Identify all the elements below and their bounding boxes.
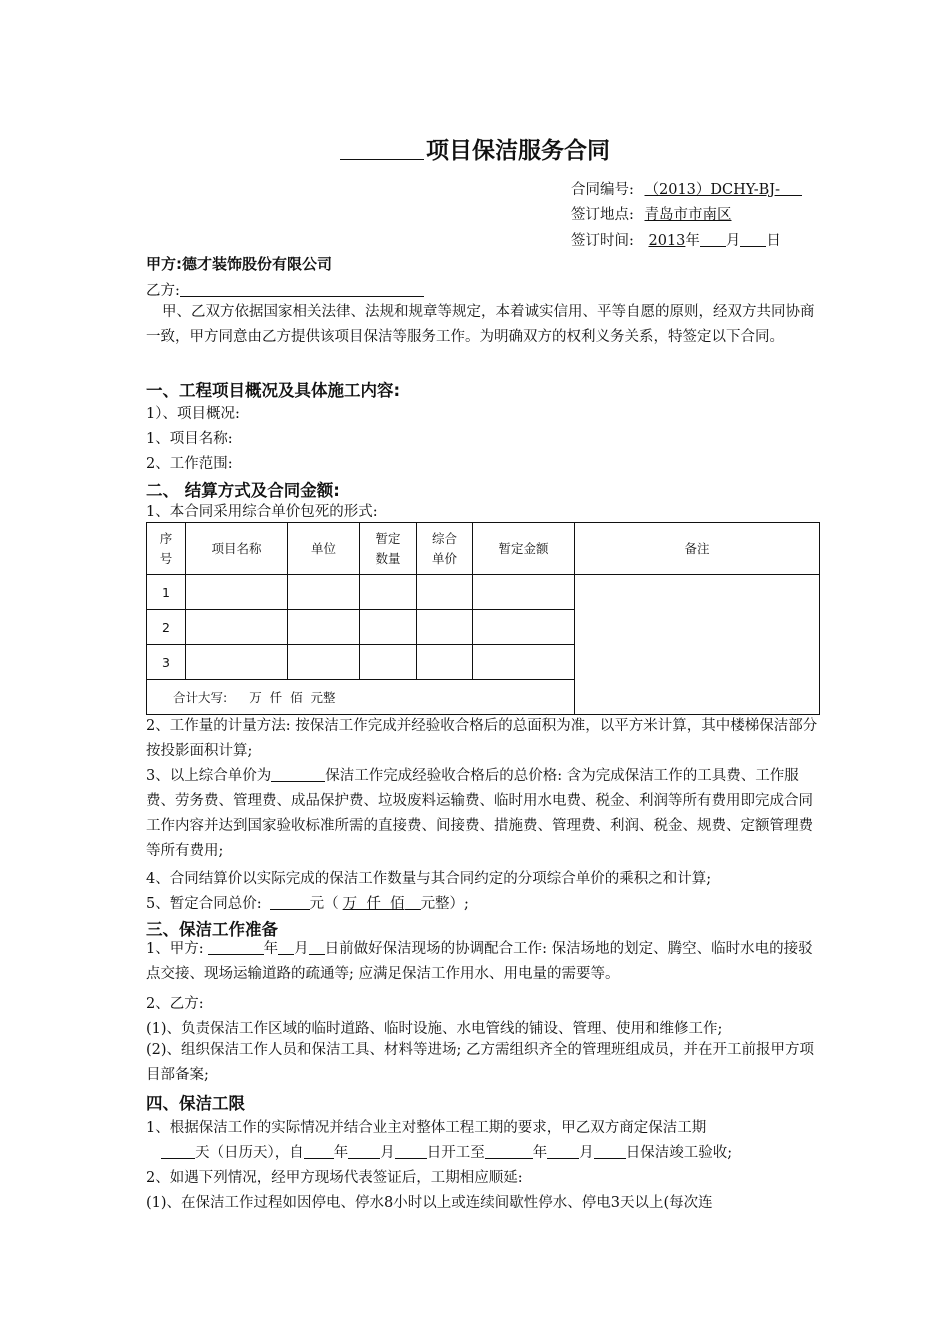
header-quantity	[360, 523, 417, 575]
section2-para4: 4、合同结算价以实际完成的保洁工作数量与其合同约定的分项综合单价的乘积之和计算;	[146, 871, 712, 887]
para5-suffix: 元整）;	[420, 896, 469, 912]
party-a: 甲方:德才装饰股份有限公司	[146, 255, 332, 273]
sign-time	[571, 229, 781, 250]
para5-prefix: 5、暂定合同总价:	[146, 896, 262, 912]
sign-place-label: 签订地点:	[571, 207, 634, 223]
remarks-cell	[575, 575, 820, 715]
document-title	[0, 132, 950, 165]
section4-para3: (1)、在保洁工作过程如因停电、停水8小时以上或连续间歇性停水、停电3天以上(每次连	[146, 1195, 713, 1211]
section4-para1: 1、根据保洁工作的实际情况并结合业主对整体工程工期的要求，甲乙双方商定保洁工期	[146, 1120, 707, 1136]
pricing-table-header	[147, 523, 820, 575]
row-number: 1	[147, 575, 186, 610]
table-cell	[288, 610, 360, 645]
header-unit: 单位	[288, 523, 360, 575]
header-index	[147, 523, 186, 575]
table-cell	[360, 610, 417, 645]
table-cell	[360, 645, 417, 680]
table-cell	[417, 610, 473, 645]
section3-heading: 三、保洁工作准备	[146, 920, 278, 939]
sign-place-value: 青岛市市南区	[644, 207, 732, 223]
section2-heading: 二、 结算方式及合同金额:	[146, 481, 340, 500]
s3p1-month-blank	[278, 940, 294, 955]
s4-y1: 年	[333, 1145, 349, 1161]
section4-para1b	[161, 1141, 732, 1162]
title-blank-line	[340, 137, 424, 160]
table-cell	[473, 645, 575, 680]
section3-para1	[146, 937, 821, 987]
s3p1-day-blank	[309, 940, 325, 955]
contract-number	[571, 178, 802, 199]
sign-time-day-blank	[740, 232, 766, 247]
party-b	[146, 279, 424, 300]
contract-number-blank	[780, 181, 802, 196]
s3p1-month: 月	[294, 941, 309, 957]
section4-para2: 2、如遇下列情况，经甲方现场代表签证后，工期相应顺延:	[146, 1170, 523, 1186]
row-number: 3	[147, 645, 186, 680]
para3-blank	[271, 767, 325, 782]
header-remarks: 备注	[575, 523, 820, 575]
s3p1-year: 年	[263, 941, 279, 957]
table-cell	[417, 575, 473, 610]
para5-yuan: 元（	[309, 896, 339, 912]
header-index-text: 序 号	[159, 530, 173, 566]
para5-blank-2	[405, 895, 421, 910]
contract-number-label: 合同编号:	[571, 182, 634, 198]
s4-m2: 月	[579, 1145, 594, 1161]
party-b-label: 乙方:	[146, 283, 180, 299]
table-cell	[473, 575, 575, 610]
sign-time-year: 2013	[648, 233, 686, 249]
intro-paragraph: 甲、乙双方依据国家相关法律、法规和规章等规定，本着诚实信用、平等自愿的原则，经双方共同协商一致，甲方同意由乙方提供该项目保洁等服务工作。为明确双方的权利义务关系，特签定以下合同。	[146, 304, 815, 345]
sign-time-year-suffix: 年	[685, 233, 700, 249]
table-cell	[186, 610, 288, 645]
table-cell	[417, 645, 473, 680]
section1-line1: 1）、项目概况:	[146, 406, 240, 422]
s3p1-rest: 日前做好保洁现场的协调配合工作: 保洁场地的划定、腾空、临时水电的接驳点交接、现场运输道路的疏通等; 应满足保洁工作用水、用电量的需要等。	[146, 941, 813, 982]
section1-heading: 一、工程项目概况及具体施工内容:	[146, 381, 401, 400]
table-cell	[288, 645, 360, 680]
header-unit-price	[417, 523, 473, 575]
s4-d1-blank	[395, 1144, 427, 1159]
s3p1-prefix: 1、甲方:	[146, 941, 204, 957]
total-units: 万 仟 佰 元整	[249, 690, 336, 705]
section4-heading: 四、保洁工限	[146, 1094, 245, 1113]
sign-time-month-blank	[700, 232, 726, 247]
section2-para5	[146, 892, 469, 913]
header-item-name: 项目名称	[186, 523, 288, 575]
section1-line3: 2、工作范围:	[146, 456, 233, 472]
table-cell	[473, 610, 575, 645]
total-label: 合计大写:	[173, 690, 228, 705]
sign-time-label: 签订时间:	[571, 233, 634, 249]
para5-blank	[270, 895, 310, 910]
header-amount: 暂定金额	[473, 523, 575, 575]
s4-m1-blank	[348, 1144, 380, 1159]
total-cell	[147, 680, 575, 715]
para3-rest: 保洁工作完成经验收合格后的总价格: 含为完成保洁工作的工具费、工作服费、劳务费、管理费、成品保护费、垃圾废料运输费、临时用水电费、税金、利润等所有费用即完成合同工作内容并达到国家验收标准所需的直接费、间接费、措施费、管理费、利润、税金、规费、定额管理费等所有费用;	[146, 768, 813, 859]
s4-m2-blank	[547, 1144, 579, 1159]
s4-m1: 月	[380, 1145, 395, 1161]
section2-line1: 1、本合同采用综合单价包死的形式:	[146, 504, 378, 520]
party-b-blank	[180, 282, 424, 297]
s4-y2: 年	[532, 1145, 548, 1161]
s4-d2: 日保洁竣工验收;	[625, 1145, 733, 1161]
s4-days: 天（日历天），自	[195, 1145, 304, 1161]
sign-place	[571, 203, 732, 224]
section3-para3: (1)、负责保洁工作区域的临时道路、临时设施、水电管线的铺设、管理、使用和维修工作;	[146, 1021, 723, 1037]
table-cell	[360, 575, 417, 610]
header-unit-price-text: 综合 单价	[431, 530, 457, 566]
s4-y1-blank	[304, 1144, 334, 1159]
sign-time-month-suffix: 月	[725, 233, 741, 249]
row-number: 2	[147, 610, 186, 645]
s4-d2-blank	[594, 1144, 626, 1159]
s4-d1: 日开工至	[426, 1145, 485, 1161]
section1-line2: 1、项目名称:	[146, 431, 233, 447]
title-text: 项目保洁服务合同	[426, 138, 610, 164]
sign-time-day-suffix: 日	[766, 233, 781, 249]
section2-para3	[146, 764, 821, 864]
s3p1-year-blank	[208, 940, 264, 955]
s4-days-blank	[161, 1144, 195, 1159]
header-quantity-text: 暂定 数量	[375, 530, 401, 566]
s4-y2-blank	[485, 1144, 533, 1159]
table-cell	[288, 575, 360, 610]
pricing-table	[146, 522, 820, 715]
para5-units: 万 仟 佰	[342, 896, 405, 912]
para3-prefix: 3、以上综合单价为	[146, 768, 272, 784]
section2-para2: 2、工作量的计量方法: 按保洁工作完成并经验收合格后的总面积为准，以平方米计算，其中楼梯保洁部分按投影面积计算;	[146, 718, 818, 759]
contract-number-value: （2013）DCHY-BJ-	[644, 182, 781, 198]
section3-para4: (2)、组织保洁工作人员和保洁工具、材料等进场; 乙方需组织齐全的管理班组成员，并在开工前报甲方项目部备案;	[146, 1042, 815, 1083]
table-row	[147, 575, 820, 610]
table-cell	[186, 575, 288, 610]
section3-para2: 2、乙方:	[146, 996, 204, 1012]
table-cell	[186, 645, 288, 680]
